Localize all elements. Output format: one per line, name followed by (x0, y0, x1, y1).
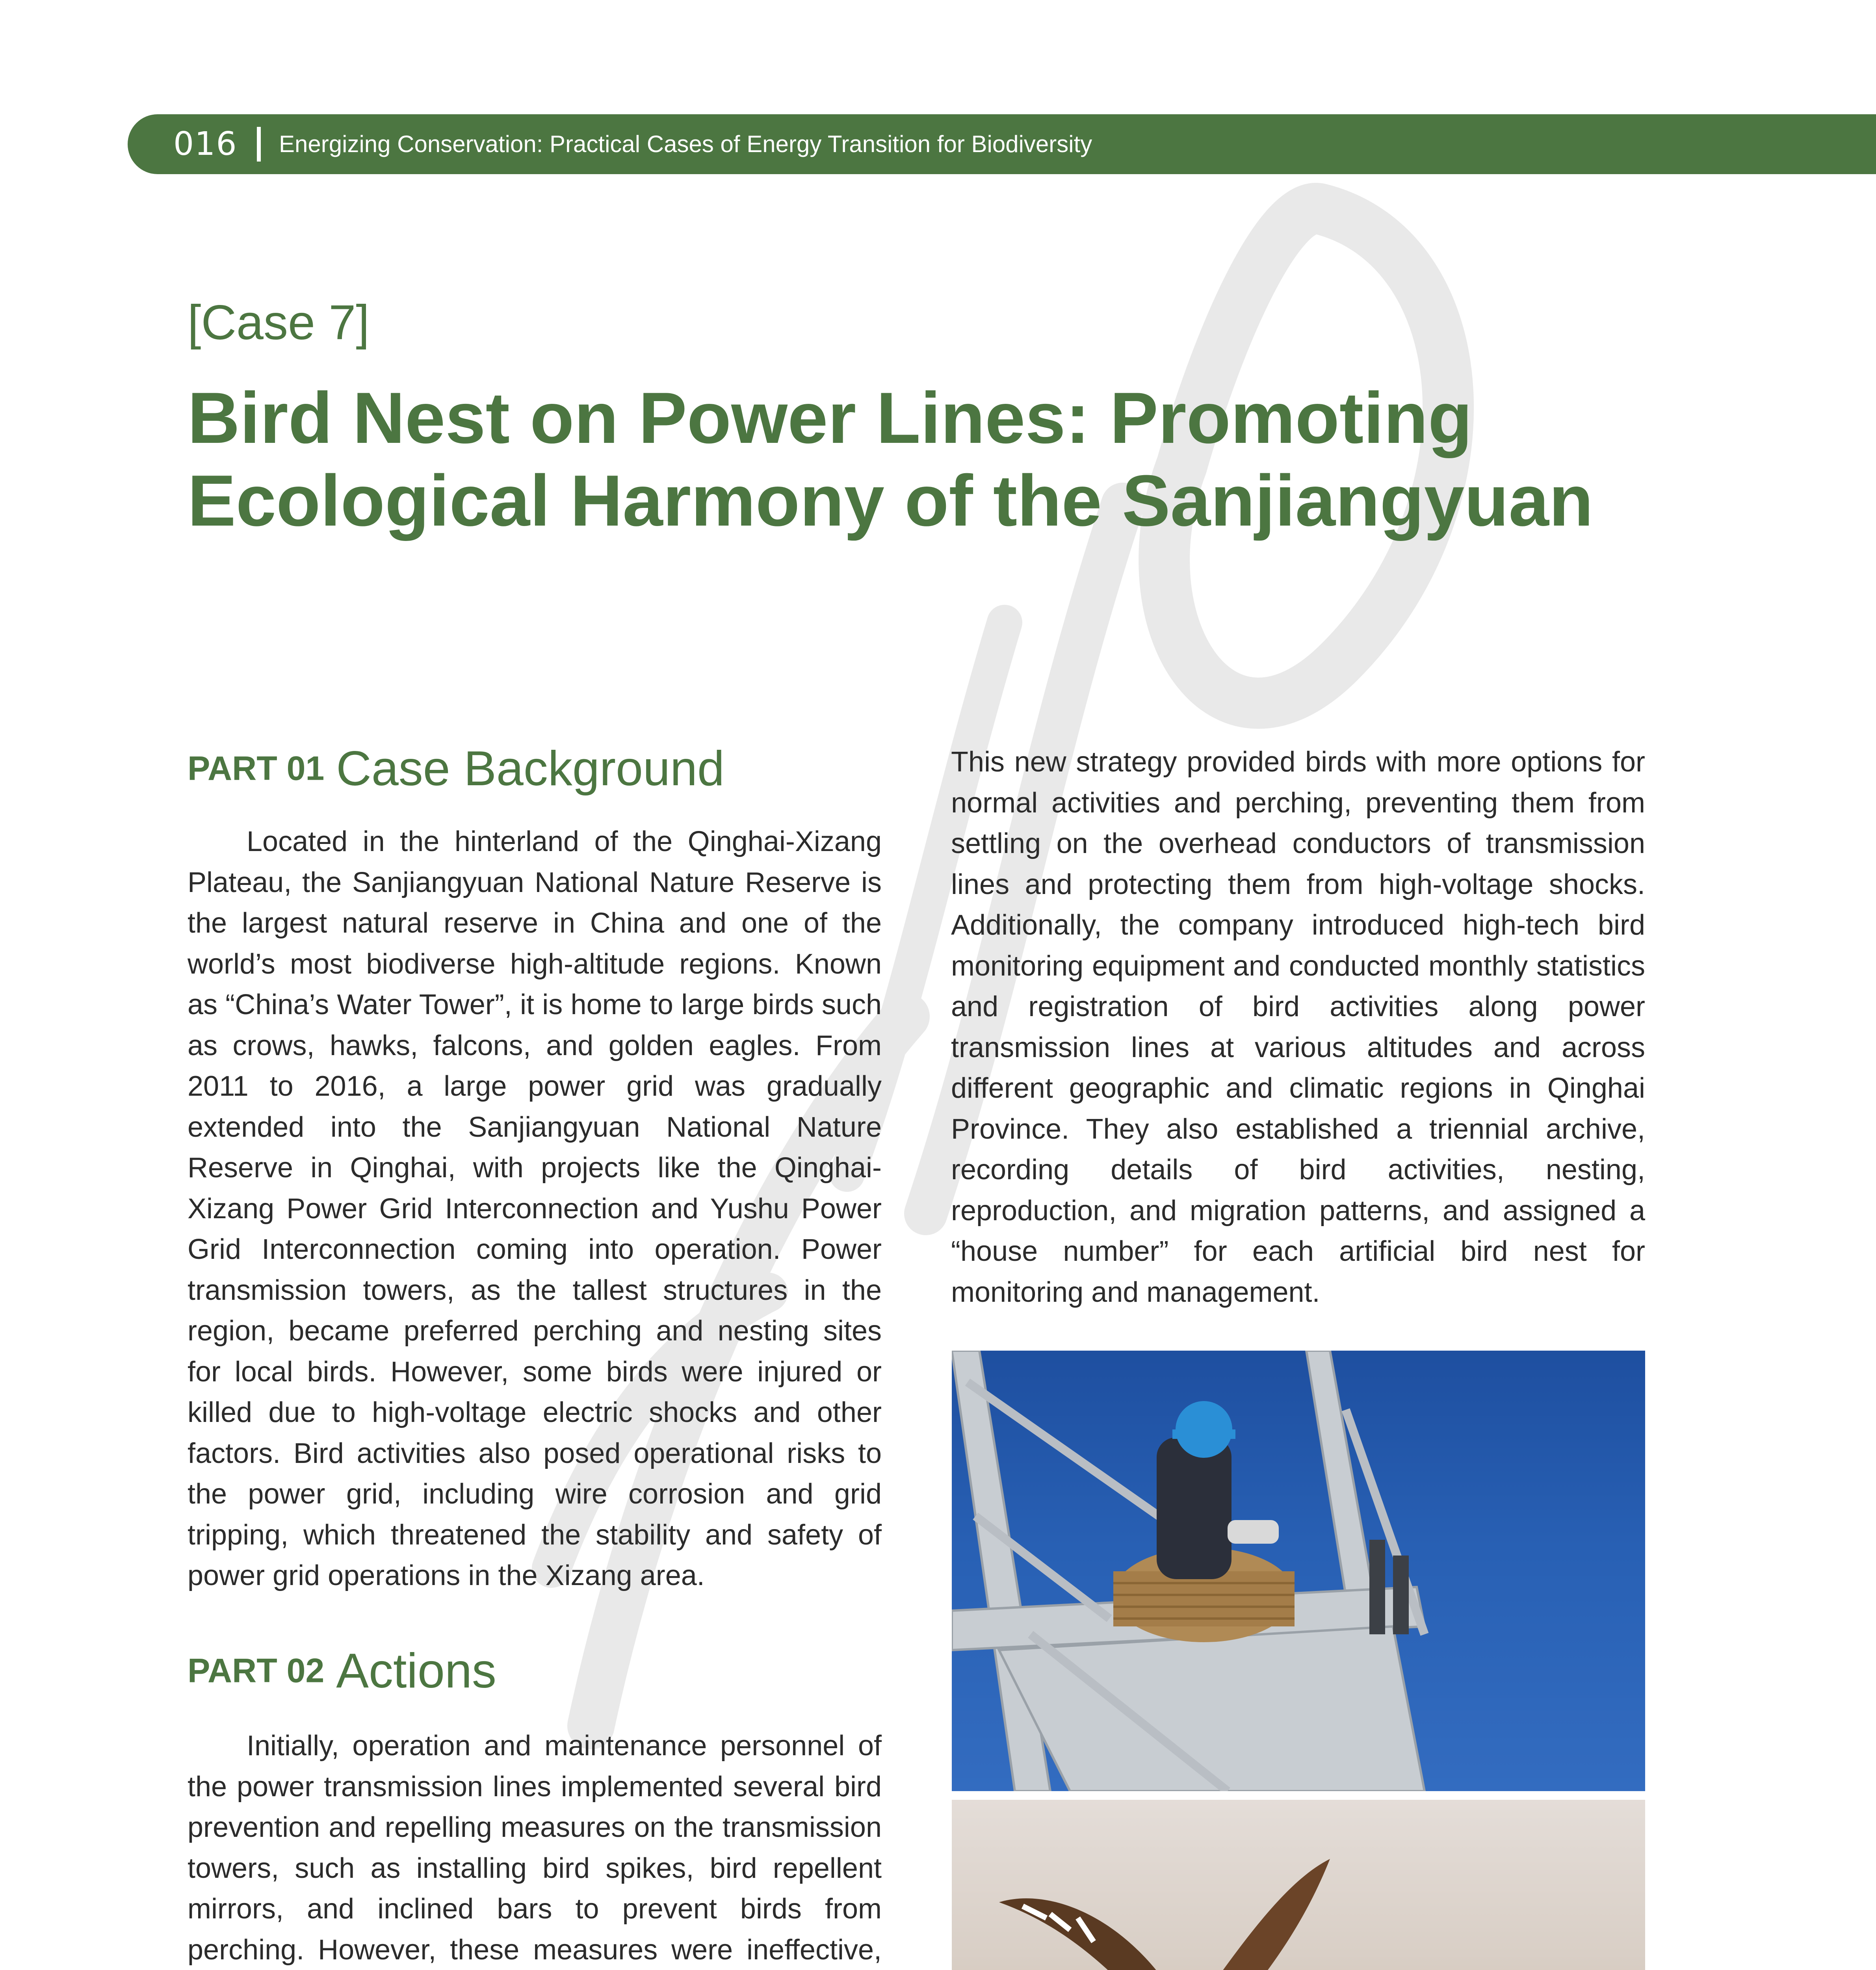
part-number: PART 01 (188, 749, 325, 788)
part-title: Actions (336, 1644, 496, 1698)
part-title: Case Background (336, 742, 724, 796)
actions-paragraph: Initially, operation and maintenance personnel of the power transmission lines implemented several bird prevention and repelling measures on the transmission towers, such as installing bird spikes, bird repellent mirrors, and inclined bars to prevent birds from perching. However, these measures were ineffective, (188, 1730, 882, 1966)
hawk-on-nest-photo (952, 1800, 1645, 1970)
page-number: 016 (173, 125, 238, 163)
title-line-1: Bird Nest on Power Lines: Promoting (188, 377, 1473, 458)
part-01-heading (188, 741, 724, 797)
title-line-2: Ecological Harmony of the Sanjiangyuan (188, 460, 1594, 541)
case-background-paragraph: Located in the hinterland of the Qinghai-Xizang Plateau, the Sanjiangyuan National Nature Reserve is the largest natural reserve in China and one of the world’s most biodiverse high-altitude regions. Known as “China’s Water Tower”, it is home to large birds such as crows, hawks, falcons, and golden eagles. From 2011 to 2016, a large power grid was gradually extended into the Sanjiangyuan National Nature Reserve in Qinghai, with projects like the Qinghai-Xizang Power Grid Interconnection and Yushu Power Grid Interconnection coming into operation. Power transmission towers, as the tallest structures in the region, became preferred perching and nesting sites for local birds. However, some birds were injured or killed due to high-voltage electric shocks and other factors. Bird activities also posed operational risks to the power grid, including wire corrosion and grid tripping, which threatened the stability and safety of power grid operations in the Xizang area. (188, 826, 882, 1591)
part-02-heading (188, 1643, 496, 1699)
part-number: PART 02 (188, 1652, 325, 1690)
worker-on-tower-photo (952, 1351, 1645, 1791)
header-separator (257, 127, 261, 162)
page-title (188, 376, 1645, 542)
actions-continued-paragraph: This new strategy provided birds with more options for normal activities and perching, preventing them from settling on the overhead conductors of transmission lines and protecting them from high-voltage shocks. Additionally, the company introduced high-tech bird monitoring equipment and conducted monthly statistics and registration of bird activities along power transmission lines at various altitudes and across different geographic and climatic regions in Qinghai Province. They also established a triennial archive, recording details of bird activities, nesting, reproduction, and migration patterns, and assigned a “house number” for each artificial bird nest for monitoring and management. (951, 746, 1645, 1308)
running-title: Energizing Conservation: Practical Cases of Energy Transition for Biodiversity (279, 131, 1092, 157)
case-label: [Case 7] (188, 296, 370, 350)
